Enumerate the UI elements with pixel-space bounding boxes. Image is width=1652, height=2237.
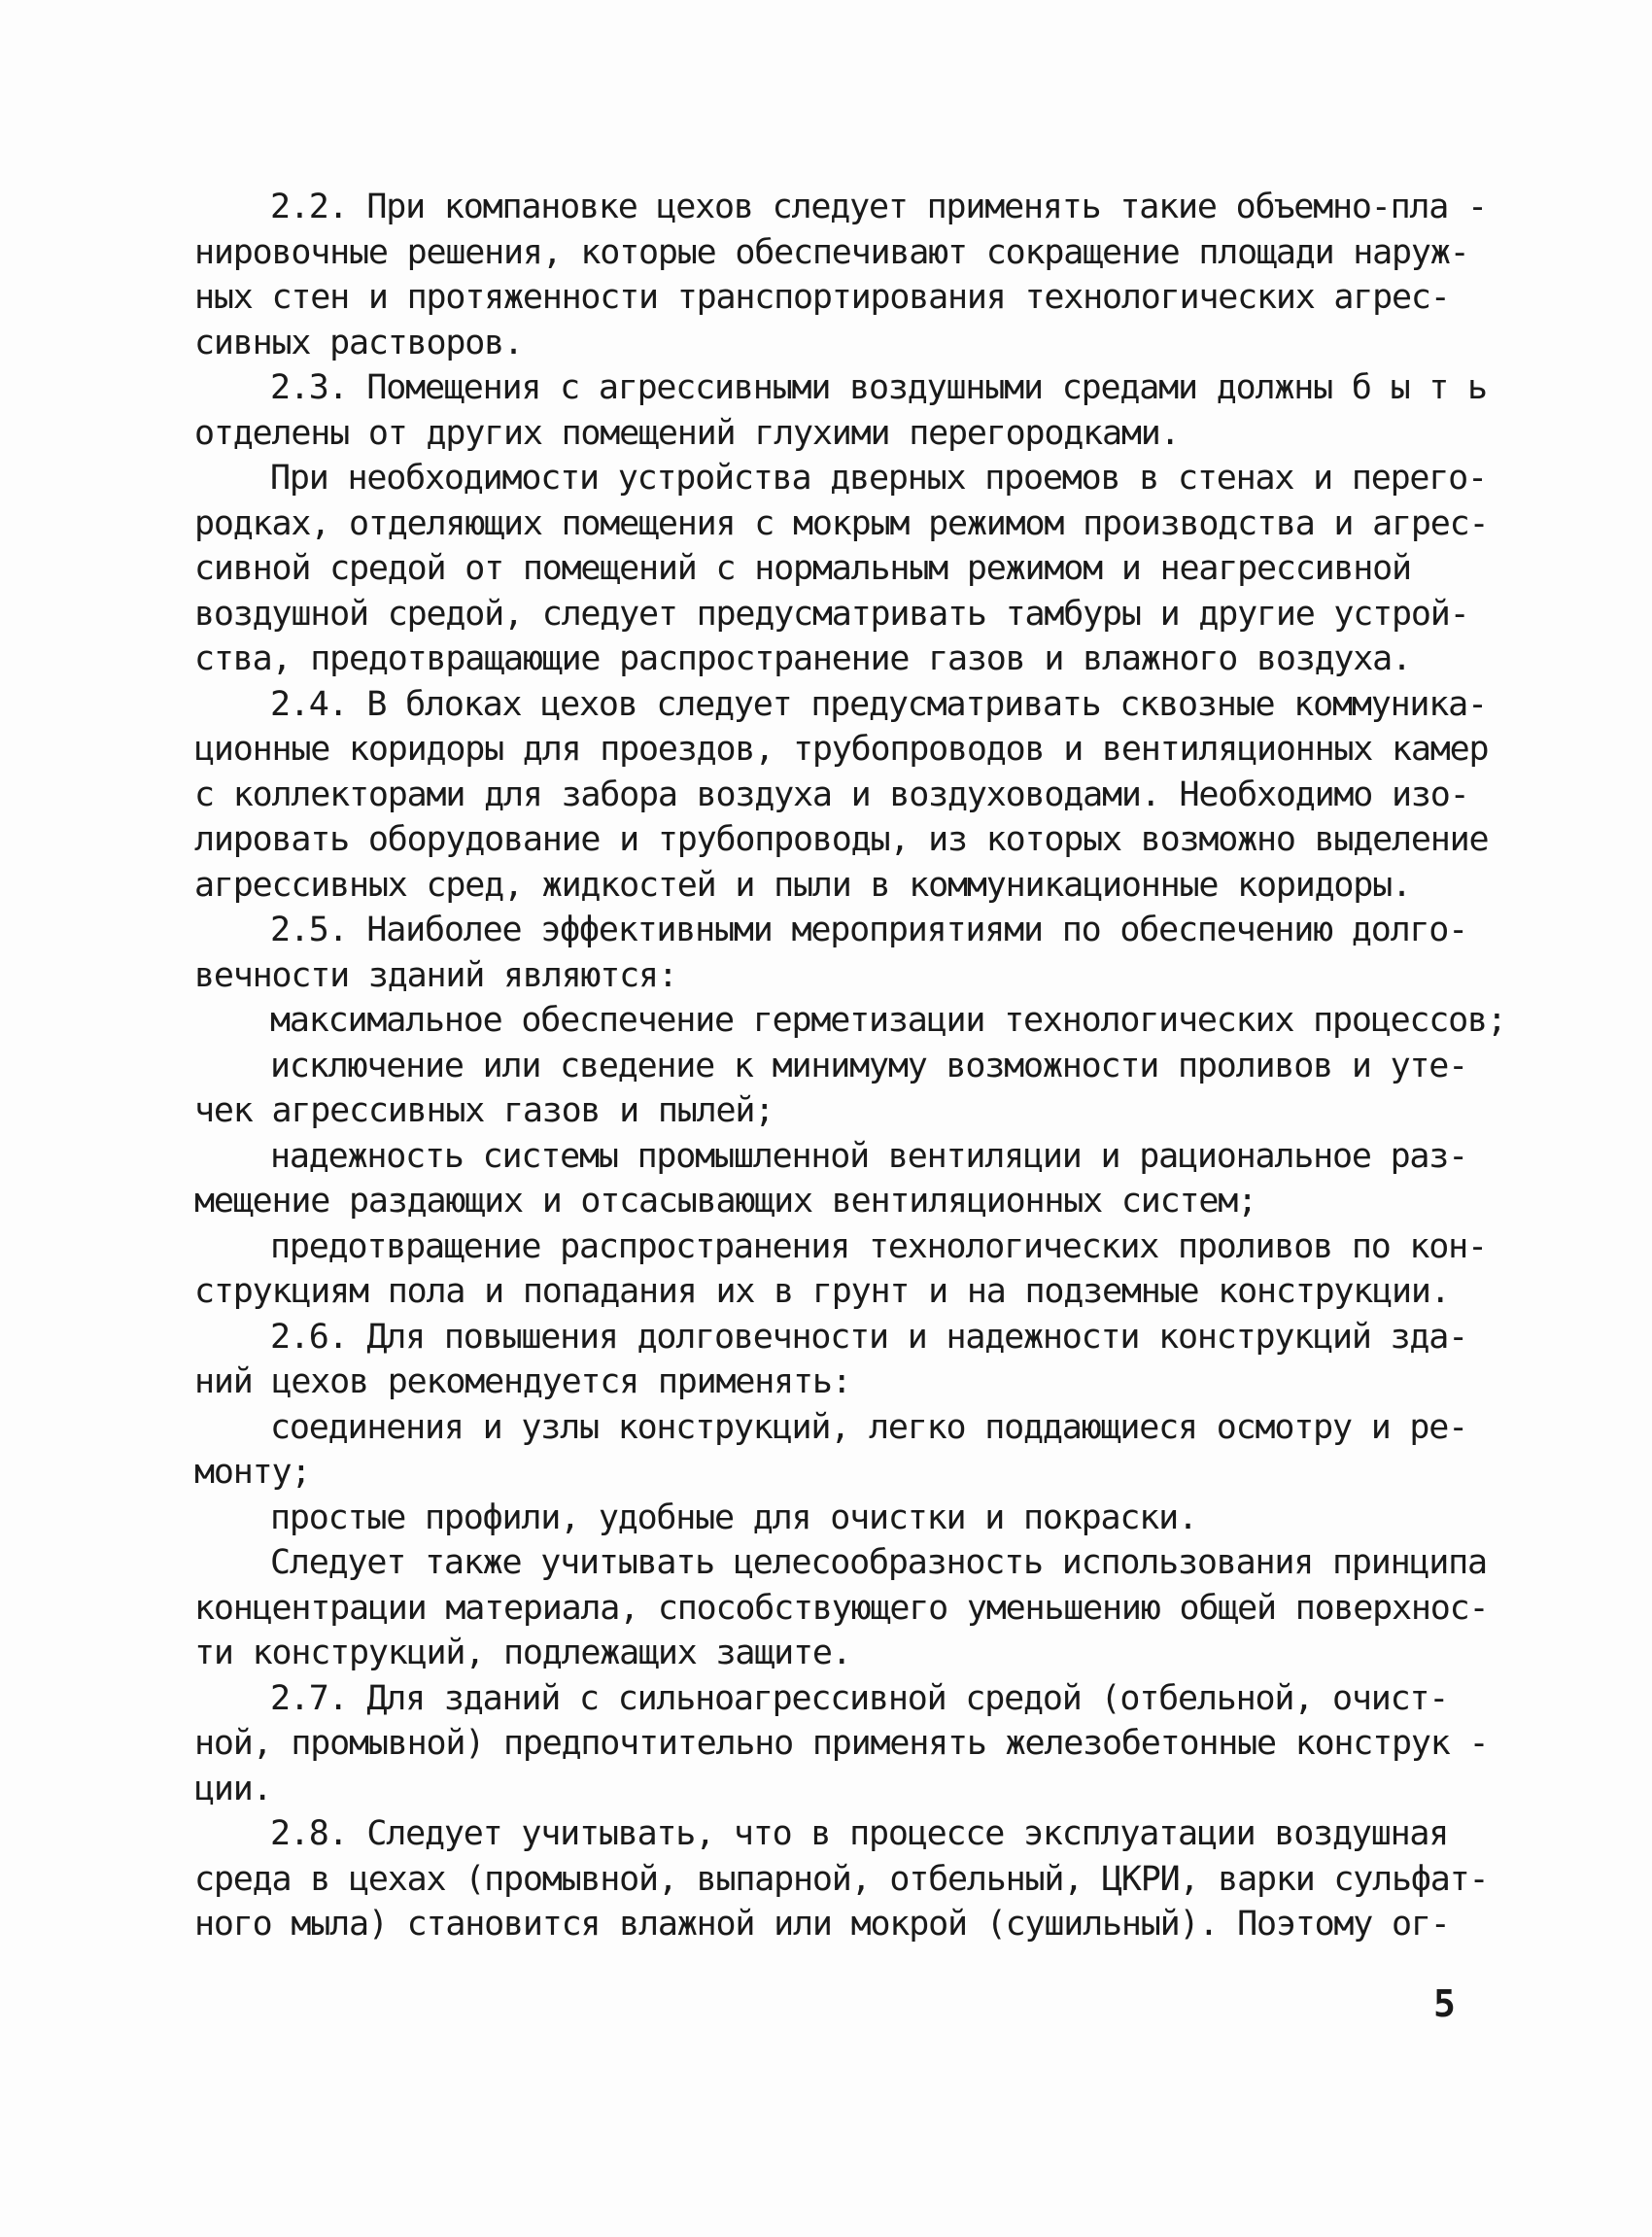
text-line: 2.5. Наиболее эффективными мероприятиями по обеспечению долго- bbox=[270, 911, 1468, 949]
text-line: 2.6. Для повышения долговечности и надежности конструкций зда- bbox=[270, 1317, 1468, 1357]
text-line: струкциям пола и попадания их в грунт и на подземные конструкции. bbox=[194, 1272, 1450, 1311]
text-line: 2.3. Помещения с агрессивными воздушными средами должны б ы т ь bbox=[270, 368, 1487, 407]
text-line: 2.8. Следует учитывать, что в процессе эксплуатации воздушная bbox=[270, 1814, 1449, 1853]
page-number: 5 bbox=[1433, 1982, 1456, 2025]
text-line: При необходимости устройства дверных проемов в стенах и перего- bbox=[270, 459, 1487, 498]
text-line: исключение или сведение к минимуму возможности проливов и уте- bbox=[270, 1046, 1468, 1085]
text-line: отделены от других помещений глухими перегородками. bbox=[194, 413, 1180, 453]
body-text bbox=[194, 185, 1506, 1947]
text-line: родках, отделяющих помещения с мокрым режимом производства и агрес- bbox=[194, 503, 1489, 543]
text-line: ной, промывной) предпочтительно применять железобетонные конструк - bbox=[194, 1724, 1489, 1763]
text-line: нировочные решения, которые обеспечивают сокращение площади наруж- bbox=[194, 232, 1469, 272]
text-line: чек агрессивных газов и пылей; bbox=[194, 1091, 774, 1130]
text-line: ционные коридоры для проездов, трубопроводов и вентиляционных камер bbox=[194, 730, 1489, 769]
text-line: максимальное обеспечение герметизации технологических процессов; bbox=[270, 1001, 1506, 1040]
text-line: 2.2. При компановке цехов следует применять такие объемно-пла - bbox=[270, 188, 1487, 226]
text-line: концентрации материала, способствующего уменьшению общей поверхнос- bbox=[194, 1588, 1489, 1628]
text-line: сивных растворов. bbox=[194, 323, 523, 362]
text-line: с коллекторами для забора воздуха и воздуховодами. Необходимо изо- bbox=[194, 774, 1469, 814]
text-line: ний цехов рекомендуется применять: bbox=[194, 1362, 851, 1401]
text-line: ти конструкций, подлежащих защите. bbox=[194, 1634, 851, 1672]
text-line: ства, предотвращающие распространение газов и влажного воздуха. bbox=[194, 639, 1411, 678]
text-line: монту; bbox=[194, 1453, 311, 1492]
text-line: агрессивных сред, жидкостей и пыли в коммуникационные коридоры. bbox=[194, 865, 1411, 905]
text-line: ных стен и протяженности транспортирования технологических агрес- bbox=[194, 278, 1450, 317]
text-line: мещение раздающих и отсасывающих вентиляционных систем; bbox=[194, 1182, 1256, 1221]
text-line: среда в цехах (промывной, выпарной, отбельный, ЦКРИ, варки сульфат- bbox=[194, 1859, 1489, 1899]
text-line: вечности зданий являются: bbox=[194, 955, 677, 995]
text-line: соединения и узлы конструкций, легко поддающиеся осмотру и ре- bbox=[270, 1407, 1468, 1447]
text-line: простые профили, удобные для очистки и покраски. bbox=[270, 1497, 1197, 1537]
text-line: предотвращение распространения технологических проливов по кон- bbox=[270, 1226, 1487, 1266]
text-line: лировать оборудование и трубопроводы, из которых возможно выделение bbox=[194, 820, 1489, 859]
text-line: ного мыла) становится влажной или мокрой (сушильный). Поэтому ог- bbox=[194, 1905, 1450, 1944]
text-line: сивной средой от помещений с нормальным режимом и неагрессивной bbox=[194, 549, 1411, 588]
text-line: воздушной средой, следует предусматривать тамбуры и другие устрой- bbox=[194, 594, 1469, 634]
text-line: 2.7. Для зданий с сильноагрессивной средой (отбельной, очист- bbox=[270, 1678, 1449, 1718]
text-line: 2.4. В блоках цехов следует предусматривать сквозные коммуника- bbox=[270, 684, 1487, 724]
text-line: ции. bbox=[194, 1769, 272, 1808]
text-line: надежность системы промышленной вентиляции и рациональное раз- bbox=[270, 1136, 1468, 1176]
text-line: Следует также учитывать целесообразность использования принципа bbox=[270, 1543, 1487, 1582]
